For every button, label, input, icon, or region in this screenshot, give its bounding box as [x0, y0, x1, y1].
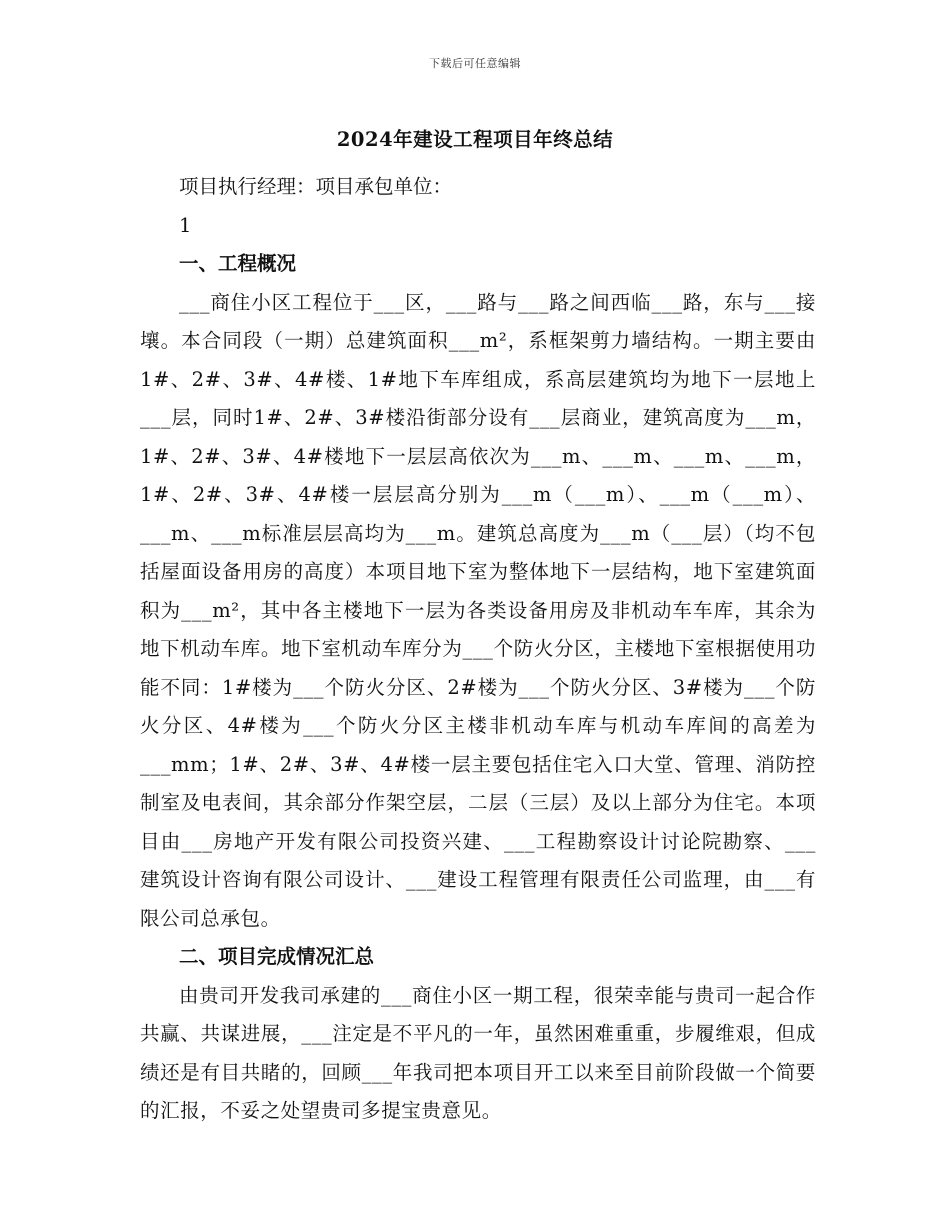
section-heading-summary: 二、项目完成情况汇总: [179, 945, 375, 968]
number-line: 1: [179, 213, 192, 237]
document-body: [140, 168, 816, 1131]
section-heading-overview: 一、工程概况: [179, 252, 297, 275]
page-header-note: 下载后可任意编辑: [429, 57, 521, 70]
document-title: 2024年建设工程项目年终总结: [336, 128, 614, 151]
section-body-overview: ___商住小区工程位于___区，___路与___路之间西临___路，东与___接壤。本合同段（一期）总建筑面积___m²，系框架剪力墙结构。一期主要由1#、2#、3#、4#楼、1#地下车库组成，系高层建筑均为地下一层地上___层，同时1#、2#、3#楼沿街部分设有___层商业，建筑高度为___m，1#、2#、3#、4#楼地下一层层高依次为___m、___m、___m、___m，1#、2#、3#、4#楼一层层高分别为___m（___m）、___m（___m）、___m、___m标准层层高均为___m。建筑总高度为___m（___层）（均不包括屋面设备用房的高度）本项目地下室为整体地下一层结构，地下室建筑面积为___m²，其中各主楼地下一层为各类设备用房及非机动车车库，其余为地下机动车库。地下室机动车库分为___个防火分区，主楼地下室根据使用功能不同：1#楼为___个防火分区、2#楼为___个防火分区、3#楼为___个防火分区、4#楼为___个防火分区主楼非机动车库与机动车库间的高差为___mm；1#、2#、3#、4#楼一层主要包括住宅入口大堂、管理、消防控制室及电表间，其余部分作架空层，二层（三层）及以上部分为住宅。本项目由___房地产开发有限公司投资兴建、___工程勘察设计讨论院勘察、___建筑设计咨询有限公司设计、___建设工程管理有限责任公司监理，由___有限公司总承包。: [140, 290, 816, 930]
meta-line: 项目执行经理：项目承包单位：: [179, 175, 453, 198]
section-body-summary: 由贵司开发我司承建的___商住小区一期工程，很荣幸能与贵司一起合作共赢、共谋进展，___注定是不平凡的一年，虽然困难重重，步履维艰，但成绩还是有目共睹的，回顾___年我司把本项目开工以来至目前阶段做一个简要的汇报，不妥之处望贵司多提宝贵意见。: [140, 983, 816, 1122]
